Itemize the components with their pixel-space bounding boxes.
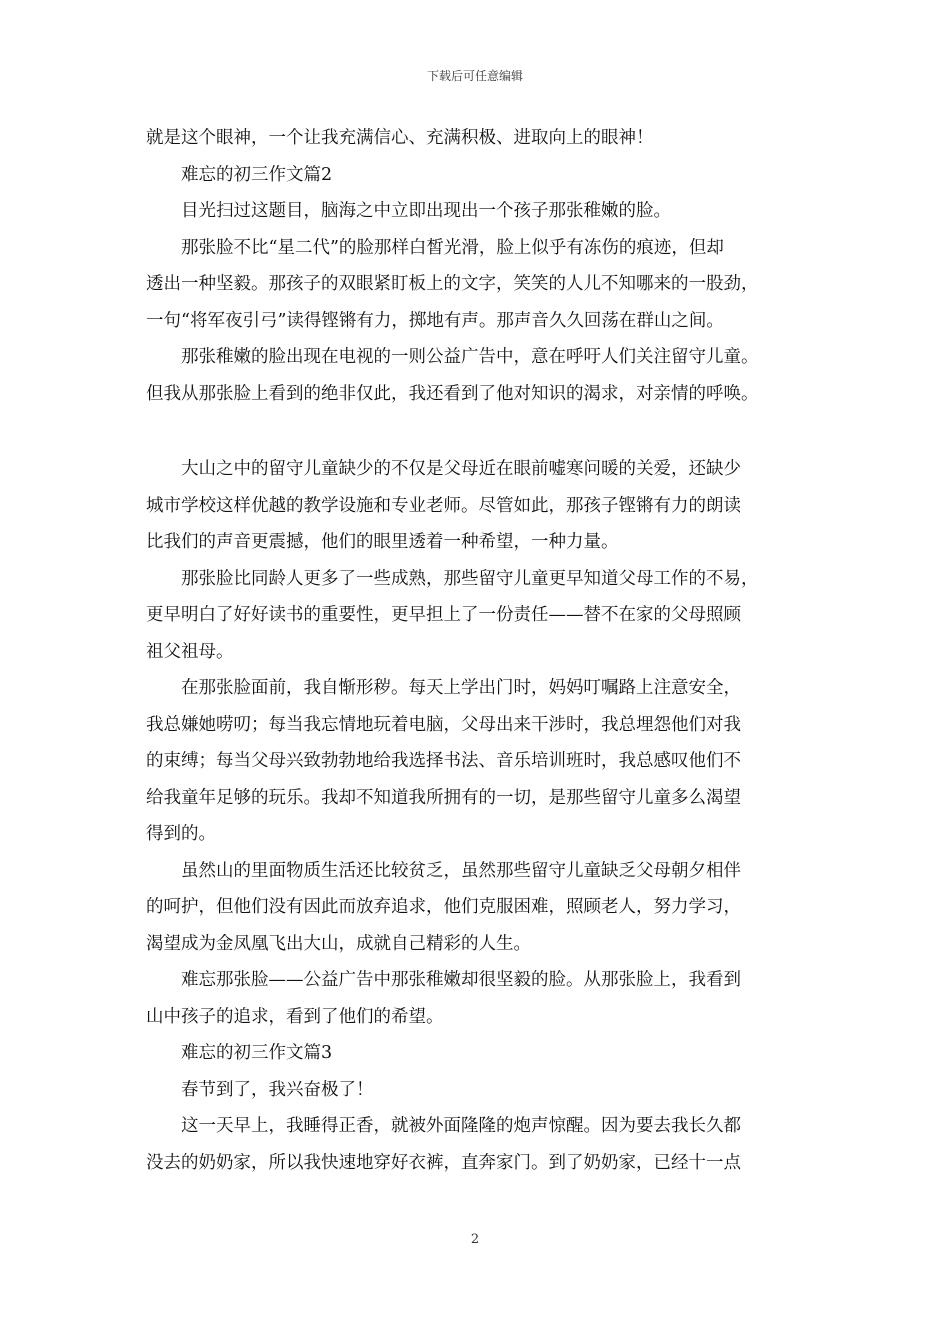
text-line: 山中孩子的追求，看到了他们的希望。	[146, 1006, 444, 1027]
paragraph-gap	[146, 412, 826, 451]
text-line: 难忘那张脸——公益广告中那张稚嫩却很坚毅的脸。从那张脸上，我看到	[146, 970, 741, 990]
text-block-2	[146, 451, 826, 1181]
text-line: 渴望成为金凤凰飞出大山，成就自己精彩的人生。	[146, 933, 531, 954]
text-line: 难忘的初三作文篇3	[146, 1043, 333, 1063]
text-line: 那张脸不比“星二代”的脸那样白皙光滑，脸上似乎有冻伤的痕迹，但却	[146, 237, 724, 258]
text-block-1	[146, 120, 826, 412]
text-line: 的呵护，但他们没有因此而放弃追求，他们克服困难，照顾老人，努力学习，	[146, 897, 741, 917]
text-line: 没去的奶奶家，所以我快速地穿好衣裤，直奔家门。到了奶奶家，已经十一点	[146, 1152, 741, 1173]
text-line: 那张脸比同龄人更多了一些成熟，那些留守儿童更早知道父母工作的不易，	[146, 568, 759, 589]
text-line: 虽然山的里面物质生活还比较贫乏，虽然那些留守儿童缺乏父母朝夕相伴	[146, 860, 741, 881]
text-line: 在那张脸面前，我自惭形秽。每天上学出门时，妈妈叮嘱路上注意安全，	[146, 678, 741, 698]
text-line: 难忘的初三作文篇2	[146, 164, 333, 185]
text-line: 目光扫过这题目，脑海之中立即出现出一个孩子那张稚嫩的脸。	[146, 201, 671, 221]
text-line: 那张稚嫩的脸出现在电视的一则公益广告中，意在呼吁人们关注留守儿童。	[146, 347, 759, 367]
text-line: 比我们的声音更震撼，他们的眼里透着一种希望，一种力量。	[146, 532, 619, 552]
text-line: 透出一种坚毅。那孩子的双眼紧盯板上的文字，笑笑的人儿不知哪来的一股劲，	[146, 274, 759, 294]
text-line: 这一天早上，我睡得正香，就被外面隆隆的炮声惊醒。因为要去我长久都	[146, 1116, 741, 1136]
text-line: 我总嫌她唠叨；每当我忘情地玩着电脑，父母出来干涉时，我总埋怨他们对我	[146, 714, 741, 735]
text-line: 城市学校这样优越的教学设施和专业老师。尽管如此，那孩子铿锵有力的朗读	[146, 495, 741, 516]
text-line: 祖父祖母。	[146, 641, 234, 662]
text-line: 的束缚；每当父母兴致勃勃地给我选择书法、音乐培训班时，我总感叹他们不	[146, 751, 741, 771]
text-line: 更早明白了好好读书的重要性，更早担上了一份责任——替不在家的父母照顾	[146, 605, 741, 625]
text-line: 但我从那张脸上看到的绝非仅此，我还看到了他对知识的渴求，对亲情的呼唤。	[146, 383, 759, 404]
text-line: 得到的。	[146, 824, 216, 844]
text-line: 大山之中的留守儿童缺少的不仅是父母近在眼前嘘寒问暖的关爱，还缺少	[146, 459, 741, 479]
text-line: 就是这个眼神，一个让我充满信心、充满积极、进取向上的眼神！	[146, 128, 654, 148]
text-line: 春节到了，我兴奋极了！	[146, 1079, 374, 1100]
text-line: 给我童年足够的玩乐。我却不知道我所拥有的一切，是那些留守儿童多么渴望	[146, 787, 741, 808]
text-line: 一句“将军夜引弓”读得铿锵有力，掷地有声。那声音久久回荡在群山之间。	[146, 310, 724, 331]
page-number: 2	[470, 1232, 480, 1247]
page-header: 下载后可任意编辑	[426, 69, 523, 83]
document-body	[146, 120, 826, 1181]
